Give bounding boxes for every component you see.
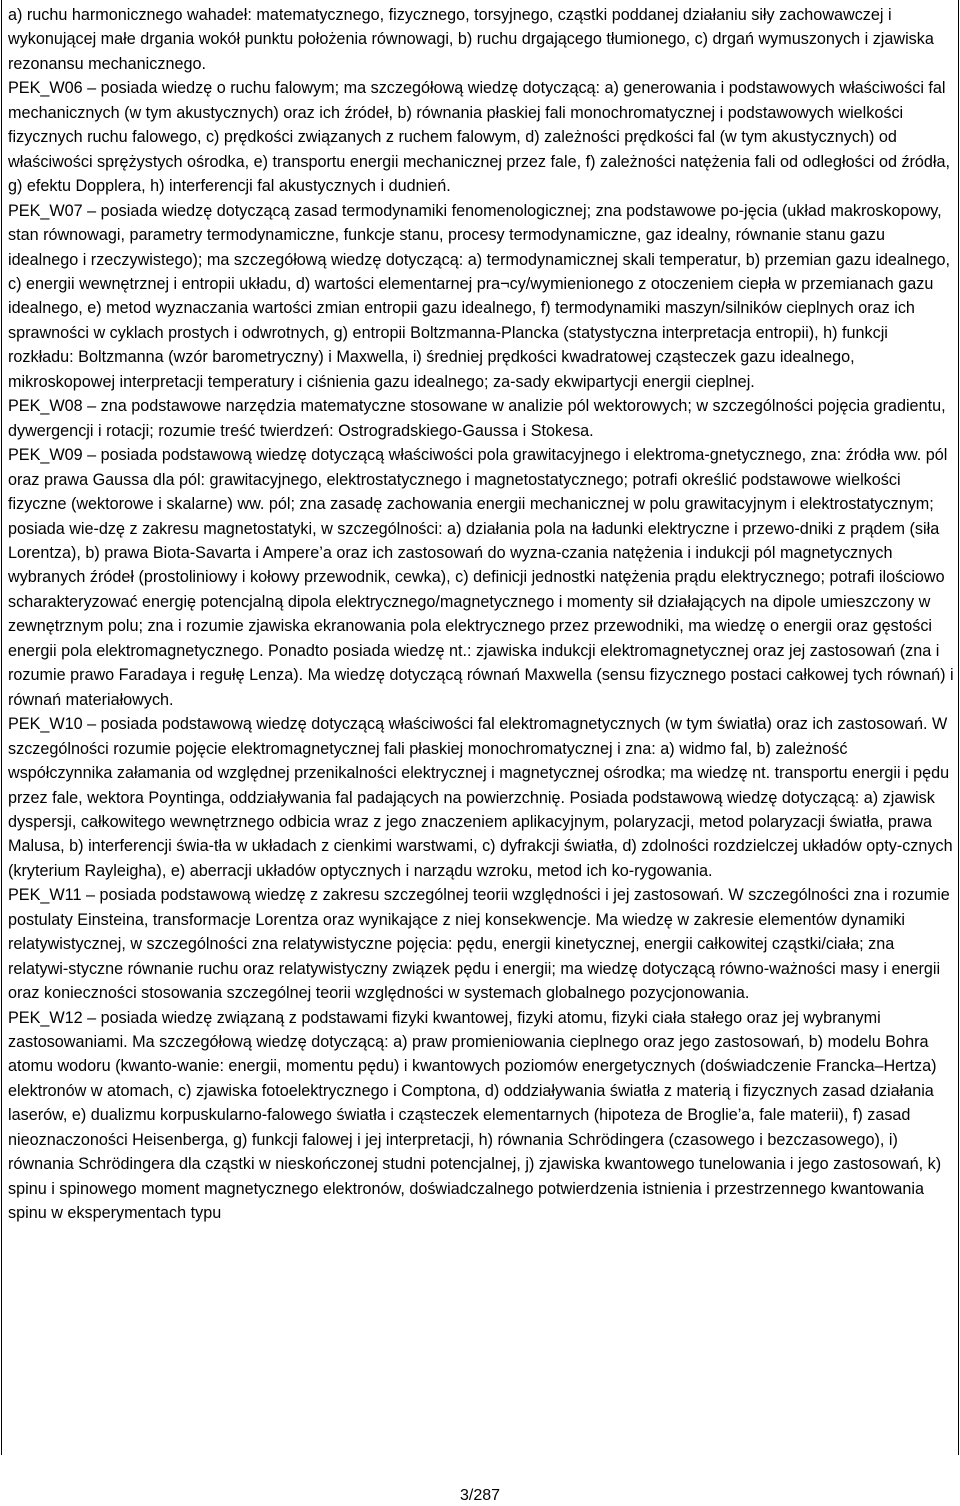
document-body [8,3,954,1226]
paragraph-pek-w08: PEK_W08 – zna podstawowe narzędzia matematyczne stosowane w analizie pól wektorowych; w szczególności pojęcia gradientu, dywergencji i rotacji; rozumie treść twierdzeń: Ostrogradskiego-Gaussa i Stokesa. [8,397,946,440]
paragraph-pek-w06: PEK_W06 – posiada wiedzę o ruchu falowym; ma szczegółową wiedzę dotyczącą: a) generowania i podstawowych właściwości fal mechanicznych (w tym akustycznych) oraz ich źródeł, b) równania płaskiej fali monochromatycznej i podstawowych wielkości fizycznych ruchu falowego, c) prędkości związanych z ruchem falowym, d) zależności prędkości fal (w tym akustycznych) od właściwości sprężystych ośrodka, e) transportu energii mechanicznej przez fale, f) zależności natężenia fali od odległości od źródła, g) efektu Dopplera, h) interferencji fal akustycznych i dudnień. [8,79,951,196]
paragraph-pek-w10: PEK_W10 – posiada podstawową wiedzę dotyczącą właściwości fal elektromagnetycznych (w tym światła) oraz ich zastosowań. W szczególności rozumie pojęcie elektromagnetycznej fali płaskiej monochromatycznej i zna: a) widmo fal, b) zależność współczynnika załamania od względnej przenikalności elektrycznej i magnetycznej ośrodka; ma wiedzę nt. transportu energii i pędu przez fale, wektora Poyntinga, oddziaływania fal padających na powierzchnię. Posiada podstawową wiedzę dotyczącą: a) zjawisk dyspersji, całkowitego wewnętrznego odbicia wraz z jego znaczeniem aplikacyjnym, polaryzacji, metod polaryzacji światła, prawa Malusa, b) interferencji świa-tła w układach z cienkimi warstwami, c) dyfrakcji światła, d) zdolności rozdzielczej układów opty-cznych (kryterium Rayleigha), e) aberracji układów optycznych i narządu wzroku, metod ich ko-rygowania. [8,715,953,880]
left-border-rule [1,0,2,1455]
paragraph-pek-w07: PEK_W07 – posiada wiedzę dotyczącą zasad termodynamiki fenomenologicznej; zna podstawowe po-jęcia (układ makroskopowy, stan równowagi, parametry termodynamiczne, funkcje stanu, procesy termodynamiczne, gaz idealny, równanie stanu gazu idealnego i rzeczywistego); ma szczegółową wiedzę dotyczącą: a) termodynamicznej skali temperatur, b) przemian gazu idealnego, c) energii wewnętrznej i entropii układu, d) wartości elementarnej pra¬cy/wymienionego z otoczeniem ciepła w przemianach gazu idealnego, e) metod wyznaczania wartości zmian entropii gazu idealnego, f) termodynamiki maszyn/silników cieplnych oraz ich sprawności w cyklach prostych i odwrotnych, g) entropii Boltzmanna-Plancka (statystyczna interpretacja entropii), h) funkcji rozkładu: Boltzmanna (wzór barometryczny) i Maxwella, i) średniej prędkości kwadratowej cząsteczek gazu idealnego, mikroskopowej interpretacji temperatury i ciśnienia gazu idealnego; za-sady ekwipartycji energii cieplnej. [8,201,951,391]
paragraph-pek-w12: PEK_W12 – posiada wiedzę związaną z podstawami fizyki kwantowej, fizyki atomu, fizyki ciała stałego oraz jej wybranymi zastosowaniami. Ma szczegółową wiedzę dotyczącą: a) praw promieniowania cieplnego oraz jego zastosowań, b) modelu Bohra atomu wodoru (kwanto-wanie: energii, momentu pędu) i kwantowych poziomów energetycznych (doświadczenie Francka–Hertza) elektronów w atomach, c) zjawiska fotoelektrycznego i Comptona, d) oddziaływania światła z materią i fizycznych zasad działania laserów, e) dualizmu korpuskularno-falowego światła i cząsteczek elementarnych (hipoteza de Broglie’a, fale materii), f) zasad nieoznaczoności Heisenberga, g) funkcji falowej i jej interpretacji, h) równania Schrödingera (czasowego i bezczasowego), i) równania Schrödingera dla cząstki w nieskończonej studni potencjalnej, j) zjawiska kwantowego tunelowania i jego zastosowań, k) spinu i spinowego moment magnetycznego elektronów, doświadczalnego potwierdzenia istnienia i przestrzennego kwantowania spinu w eksperymentach typu [8,1008,942,1223]
paragraph-continuation: a) ruchu harmonicznego wahadeł: matematycznego, fizycznego, torsyjnego, cząstki poddanej działaniu siły zachowawczej i wykonującej małe drgania wokół punktu położenia równowagi, b) ruchu drgającego tłumionego, c) drgań wymuszonych i zjawiska rezonansu mechanicznego. [8,6,934,73]
paragraph-pek-w11: PEK_W11 – posiada podstawową wiedzę z zakresu szczególnej teorii względności i jej zastosowań. W szczególności zna i rozumie postulaty Einsteina, transformacje Lorentza oraz wynikające z niej konsekwencje. Ma wiedzę w zakresie elementów dynamiki relatywistycznej, w szczególności zna relatywistyczne pojęcia: pędu, energii kinetycznej, energii całkowitej cząstki/ciała; zna relatywi-styczne równanie ruchu oraz relatywistyczny związek pędu i energii; ma wiedzę dotyczącą równo-ważności masy i energii oraz konieczności stosowania szczególnej teorii względności w systemach globalnego pozycjonowania. [8,886,950,1003]
paragraph-pek-w09: PEK_W09 – posiada podstawową wiedzę dotyczącą właściwości pola grawitacyjnego i elektroma-gnetycznego, zna: źródła ww. pól oraz prawa Gaussa dla pól: grawitacyjnego, elektrostatycznego i magnetostatycznego; potrafi określić podstawowe wielkości fizyczne (wektorowe i skalarne) ww. pól; zna zasadę zachowania energii mechanicznej w polu grawitacyjnym i elektrostatycznym; posiada wie-dzę z zakresu magnetostatyki, w szczególności: a) działania pola na ładunki elektryczne i przewo-dniki z prądem (siła Lorentza), b) prawa Biota-Savarta i Ampere’a oraz ich zastosowań do wyzna-czania natężenia i indukcji pól magnetycznych wybranych źródeł (prostoliniowy i kołowy przewodnik, cewka), c) definicji jednostki natężenia prądu elektrycznego; potrafi ilościowo scharakteryzować energię potencjalną dipola elektrycznego/magnetycznego i momenty sił działających na dipole umieszczony w zewnętrznym polu; zna i rozumie zjawiska ekranowania pola elektrycznego przez przewodniki, ma wiedzę o energii oraz gęstości energii pola elektromagnetycznego. Ponadto posiada wiedzę nt.: zjawiska indukcji elektromagnetycznej oraz jej zastosowań (zna i rozumie prawo Faradaya i regułę Lenza). Ma wiedzę dotyczącą równań Maxwella (sensu fizycznego postaci całkowej tych równań) i równań materiałowych. [8,446,954,709]
page-number: 3/287 [459,1487,501,1504]
right-border-rule [958,0,959,1455]
